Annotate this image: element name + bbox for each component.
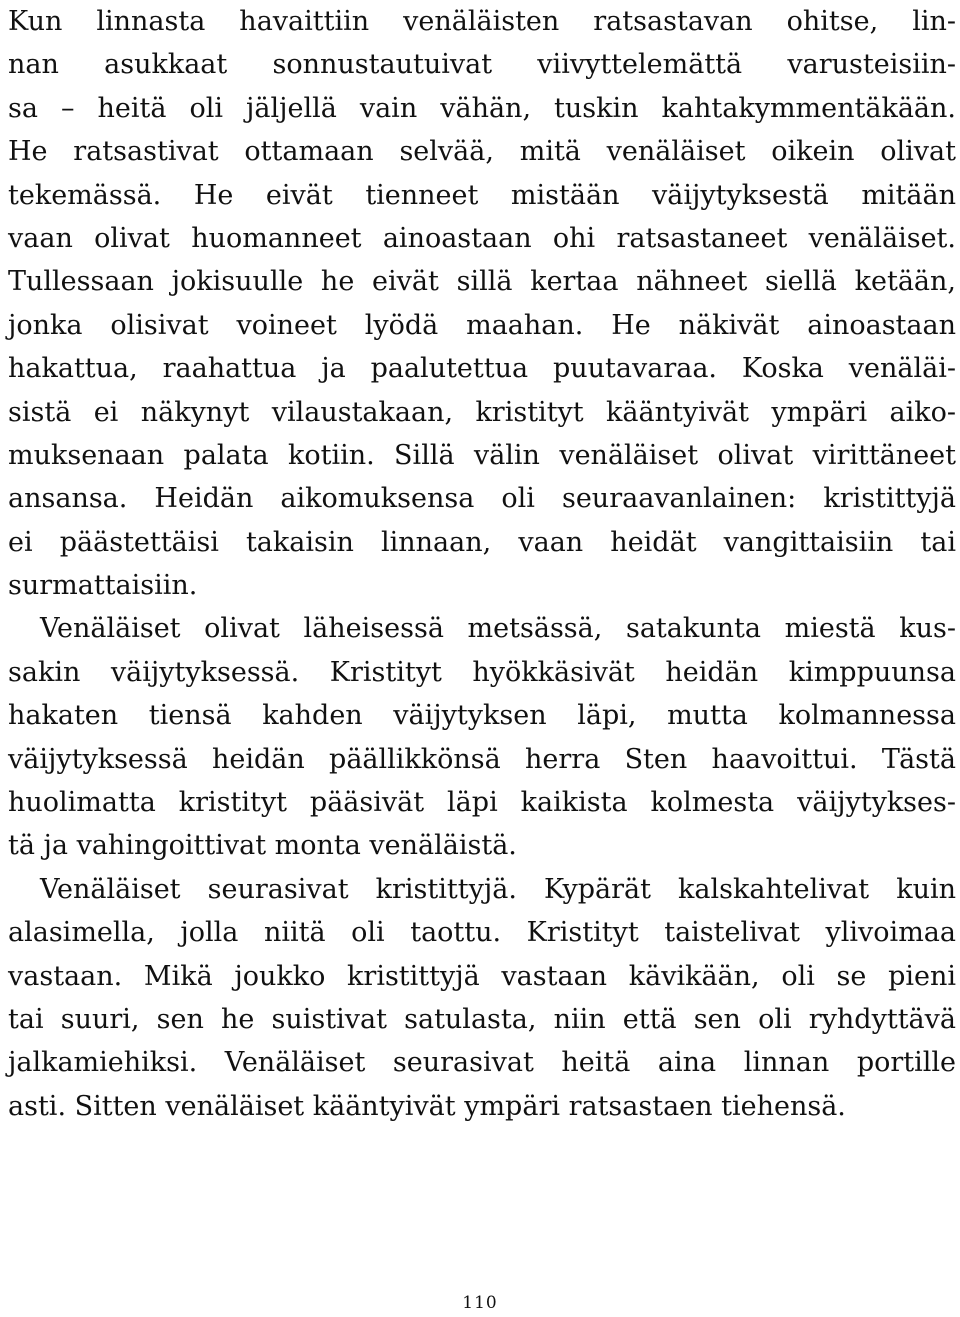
page-number: 110 [462,1293,498,1313]
paragraph-2 [8,607,956,867]
text-line: asti. Sitten venäläiset kääntyivät ympäri ratsastaen tiehensä. [8,1090,846,1122]
text-line: hakattua, raahattua ja paalutettua puutavaraa. Koska venäläi- [8,353,956,385]
text-line: tai suuri, sen he suistivat satulasta, niin että sen oli ryhdyttävä [8,1003,956,1035]
text-line: surmattaisiin. [8,570,198,602]
text-line: ei päästettäisi takaisin linnaan, vaan heidät vangittaisiin tai [8,526,956,558]
text-line: Kun linnasta havaittiin venäläisten ratsastavan ohitse, lin- [8,6,956,37]
text-line: Venäläiset olivat läheisessä metsässä, satakunta miestä kus- [40,613,956,645]
text-line: nan asukkaat sonnustautuivat viivyttelemättä varusteisiin- [8,49,956,81]
body-text [8,0,956,1128]
text-line: huolimatta kristityt pääsivät läpi kaikista kolmesta väijytykses- [8,787,956,819]
text-line: jonka olisivat voineet lyödä maahan. He näkivät ainoastaan [8,309,956,341]
text-line: He ratsastivat ottamaan selvää, mitä venäläiset oikein olivat [8,136,956,168]
text-line: sa – heitä oli jäljellä vain vähän, tuskin kahtakymmentäkään. [8,92,956,124]
text-line: jalkamiehiksi. Venäläiset seurasivat heitä aina linnan portille [8,1047,956,1079]
text-line: tekemässä. He eivät tienneet mistään väijytyksestä mitään [8,179,956,211]
text-line: vastaan. Mikä joukko kristittyjä vastaan kävikään, oli se pieni [8,960,956,992]
text-line: Tullessaan jokisuulle he eivät sillä kertaa nähneet siellä ketään, [8,266,956,298]
text-line: hakaten tiensä kahden väijytyksen läpi, mutta kolmannessa [8,700,956,732]
text-line: vaan olivat huomanneet ainoastaan ohi ratsastaneet venäläiset. [8,222,956,254]
paragraph-3 [8,868,956,1128]
paragraph-1 [8,0,956,607]
text-line: ansansa. Heidän aikomuksensa oli seuraavanlainen: kristittyjä [8,483,956,515]
text-line: tä ja vahingoittivat monta venäläistä. [8,830,517,862]
text-line: sistä ei näkynyt vilaustakaan, kristityt kääntyivät ympäri aiko- [8,396,956,428]
text-line: muksenaan palata kotiin. Sillä välin venäläiset olivat virittäneet [8,439,956,471]
text-line: Venäläiset seurasivat kristittyjä. Kypärät kalskahtelivat kuin [40,873,956,905]
text-line: sakin väijytyksessä. Kristityt hyökkäsivät heidän kimppuunsa [8,656,956,688]
text-line: alasimella, jolla niitä oli taottu. Kristityt taistelivat ylivoimaa [8,917,956,949]
text-line: väijytyksessä heidän päällikkönsä herra Sten haavoittui. Tästä [8,743,956,775]
